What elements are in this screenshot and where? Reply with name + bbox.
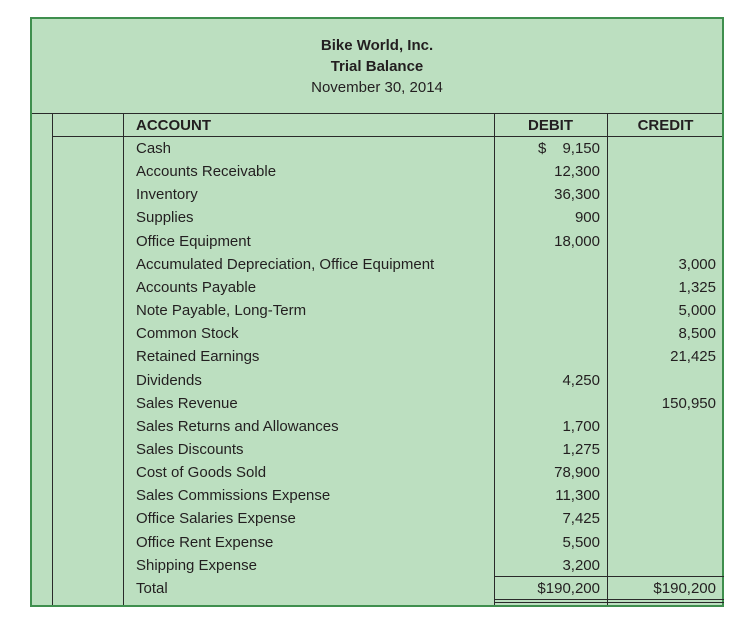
table-row: [32, 461, 722, 484]
table-row: [32, 554, 722, 577]
debit-amount: [498, 230, 600, 253]
credit-amount: 150,950: [661, 394, 716, 412]
credit-amount: [616, 369, 716, 392]
table-row: [32, 369, 722, 392]
credit-total-double-rule: [607, 599, 724, 600]
table-row: [32, 253, 722, 276]
account-name: Common Stock: [136, 325, 239, 343]
statement-title: Trial Balance: [330, 58, 424, 75]
debit-value: 1,700: [562, 417, 600, 435]
credit-amount: [616, 507, 716, 530]
debit-value: 9,150: [562, 140, 600, 157]
debit-amount: [498, 415, 600, 438]
trial-balance-panel: [30, 17, 724, 607]
table-row: [32, 392, 722, 415]
account-name: Shipping Expense: [136, 556, 257, 574]
column-header-debit: DEBIT: [528, 117, 573, 134]
table-row: [32, 531, 722, 554]
debit-amount: [498, 253, 600, 276]
debit-amount: [498, 160, 600, 183]
credit-amount: [616, 137, 716, 160]
debit-value: 5,500: [562, 533, 600, 551]
credit-amount: 3,000: [678, 255, 716, 273]
debit-amount: [498, 183, 600, 206]
debit-value: 1,275: [562, 440, 600, 458]
table-row: [32, 276, 722, 299]
total-credit: $190,200: [653, 580, 716, 597]
credit-amount: [616, 531, 716, 554]
debit-amount: [498, 484, 600, 507]
debit-amount: [498, 369, 600, 392]
table-row: [32, 415, 722, 438]
table-row: [32, 206, 722, 229]
credit-amount: 5,000: [678, 302, 716, 320]
total-debit: $190,200: [537, 580, 600, 597]
debit-amount: [498, 206, 600, 229]
total-row: [32, 577, 722, 600]
debit-value: 7,425: [562, 510, 600, 528]
debit-value: 4,250: [562, 371, 600, 389]
table-row: [32, 322, 722, 345]
debit-amount: [498, 322, 600, 345]
credit-amount: [616, 206, 716, 229]
account-name: Dividends: [136, 371, 202, 389]
account-name: Sales Returns and Allowances: [136, 417, 339, 435]
debit-value: 3,200: [562, 556, 600, 574]
debit-value: 36,300: [554, 186, 600, 204]
debit-amount: [498, 276, 600, 299]
statement-date: November 30, 2014: [311, 79, 443, 96]
debit-amount: [498, 137, 600, 160]
account-name: Inventory: [136, 186, 198, 204]
account-name: Office Salaries Expense: [136, 510, 296, 528]
total-label: Total: [136, 580, 168, 597]
debit-amount: [498, 531, 600, 554]
column-header-credit: CREDIT: [637, 117, 694, 134]
account-name: Supplies: [136, 209, 194, 227]
credit-amount: [616, 438, 716, 461]
account-name: Accumulated Depreciation, Office Equipment: [136, 255, 435, 273]
debit-amount: [498, 345, 600, 368]
debit-value: 11,300: [555, 487, 600, 505]
debit-value: 78,900: [554, 464, 600, 482]
column-header-account: ACCOUNT: [136, 117, 211, 134]
table-row: [32, 438, 722, 461]
account-name: Accounts Payable: [136, 278, 257, 296]
credit-amount: [616, 230, 716, 253]
table-row: [32, 299, 722, 322]
debit-amount: [498, 392, 600, 415]
credit-amount: [616, 415, 716, 438]
credit-amount: [616, 183, 716, 206]
account-name: Office Rent Expense: [136, 533, 274, 551]
account-name: Accounts Receivable: [136, 163, 277, 181]
table-row: [32, 183, 722, 206]
debit-amount: [498, 507, 600, 530]
credit-amount: [616, 554, 716, 577]
credit-amount: [616, 484, 716, 507]
credit-amount: [616, 160, 716, 183]
debit-value: 900: [574, 209, 600, 227]
debit-amount: [498, 299, 600, 322]
account-name: Cost of Goods Sold: [136, 464, 267, 482]
account-name: Cash: [136, 140, 172, 157]
table-row: [32, 137, 722, 160]
debit-amount: [498, 554, 600, 577]
credit-amount: 8,500: [678, 325, 716, 343]
debit-amount: [498, 438, 600, 461]
table-row: [32, 345, 722, 368]
account-name: Sales Commissions Expense: [136, 487, 331, 505]
account-name: Sales Revenue: [136, 394, 238, 412]
company-name: Bike World, Inc.: [320, 37, 434, 54]
table-row: [32, 160, 722, 183]
table-row: [32, 507, 722, 530]
debit-total-double-rule: [494, 602, 607, 603]
credit-total-double-rule: [607, 602, 724, 603]
account-name: Sales Discounts: [136, 440, 244, 458]
debit-value: 12,300: [554, 163, 600, 181]
dollar-sign: $: [538, 140, 547, 157]
credit-amount: 1,325: [678, 278, 716, 296]
account-name: Retained Earnings: [136, 348, 260, 366]
credit-amount: 21,425: [670, 348, 716, 366]
table-row: [32, 484, 722, 507]
account-name: Note Payable, Long-Term: [136, 302, 307, 320]
statement-header: [32, 19, 722, 114]
debit-value: 18,000: [554, 232, 600, 250]
table-row: [32, 230, 722, 253]
debit-amount: [498, 461, 600, 484]
account-name: Office Equipment: [136, 232, 251, 250]
debit-total-double-rule: [494, 599, 607, 600]
credit-amount: [616, 461, 716, 484]
